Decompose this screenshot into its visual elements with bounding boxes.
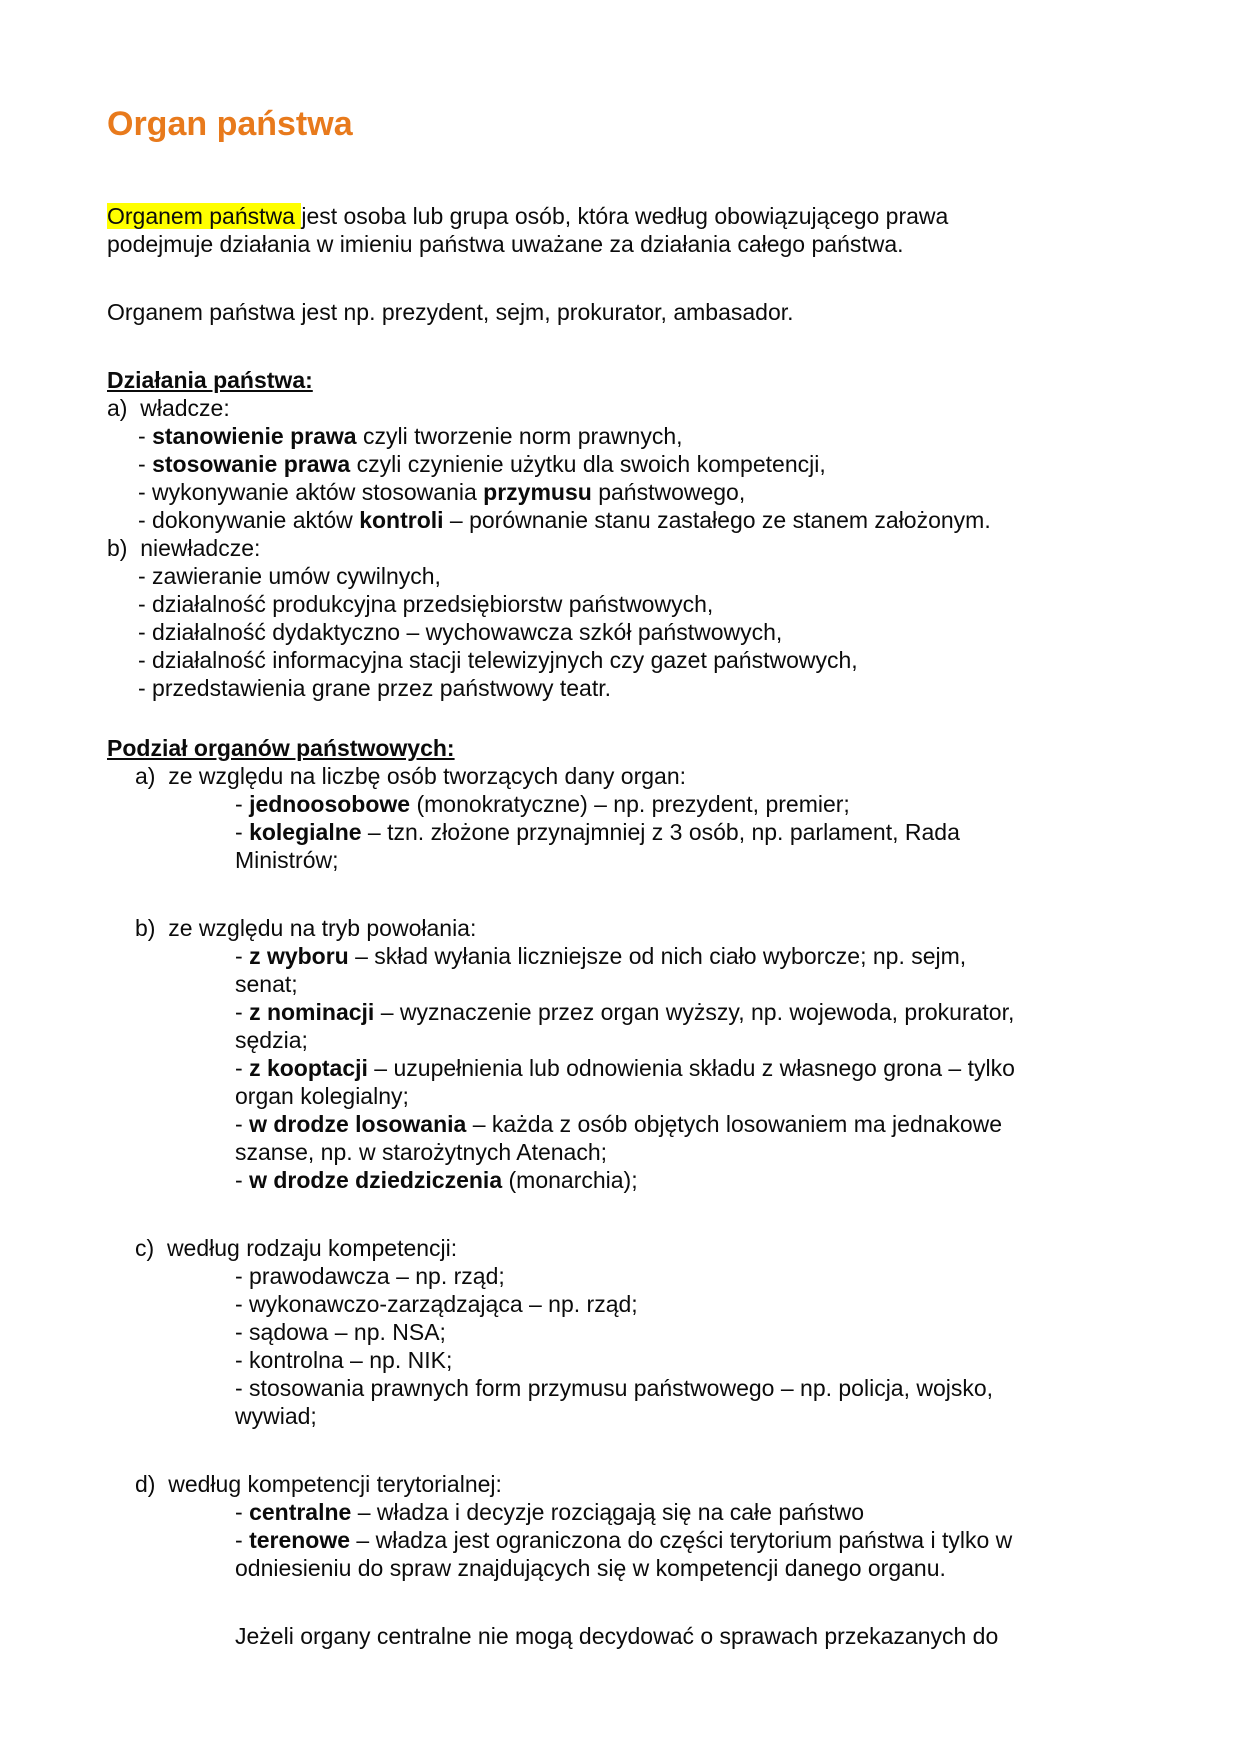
text-segment: -	[235, 943, 250, 969]
list-dzialania-wladcze-niewladcze	[107, 394, 1150, 702]
text-line	[107, 1470, 1150, 1498]
text-segment: wywiad;	[235, 1403, 317, 1429]
text-line	[107, 762, 1150, 790]
text-segment: szanse, np. w starożytnych Atenach;	[235, 1139, 608, 1165]
text-line	[107, 1526, 1150, 1554]
text-line	[107, 1622, 1150, 1650]
text-segment: d) według kompetencji terytorialnej:	[135, 1471, 502, 1497]
text-segment: państwowego,	[591, 479, 746, 505]
text-line	[107, 1290, 1150, 1318]
text-line	[107, 1082, 1150, 1110]
text-segment: -	[235, 1499, 250, 1525]
text-line	[107, 818, 1150, 846]
text-line	[107, 846, 1150, 874]
text-segment: -	[138, 423, 153, 449]
text-segment: - stosowania prawnych form przymusu państwowego – np. policja, wojsko,	[235, 1375, 994, 1401]
bold-text: z wyboru	[249, 943, 349, 969]
bold-text: w drodze losowania	[249, 1111, 467, 1137]
text-line	[107, 734, 1150, 762]
text-segment: -	[235, 1527, 250, 1553]
text-line	[107, 1346, 1150, 1374]
text-segment: - wykonywanie aktów stosowania	[138, 479, 484, 505]
text-line	[107, 1138, 1150, 1166]
text-line	[107, 478, 1150, 506]
text-segment: – wyznaczenie przez organ wyższy, np. wojewoda, prokurator,	[374, 999, 1015, 1025]
text-segment: a) władcze:	[107, 395, 230, 421]
text-segment: a) ze względu na liczbę osób tworzących dany organ:	[135, 763, 687, 789]
podzial-group-d-kompetencja-terytorialna	[107, 1470, 1150, 1582]
text-segment: – władza jest ograniczona do części terytorium państwa i tylko w	[350, 1527, 1013, 1553]
text-line	[107, 1234, 1150, 1262]
text-line	[107, 646, 1150, 674]
text-segment: -	[235, 1111, 250, 1137]
text-line	[107, 1402, 1150, 1430]
text-segment: organ kolegialny;	[235, 1083, 409, 1109]
text-segment: senat;	[235, 971, 298, 997]
text-segment: – skład wyłania liczniejsze od nich ciało wyborcze; np. sejm,	[348, 943, 967, 969]
text-line	[107, 998, 1150, 1026]
text-line	[107, 562, 1150, 590]
text-segment: jest osoba lub grupa osób, która według obowiązującego prawa	[301, 203, 949, 229]
section-heading-text: Podział organów państwowych:	[107, 735, 455, 761]
text-line	[107, 790, 1150, 818]
text-line	[107, 1166, 1150, 1194]
text-segment: -	[235, 819, 250, 845]
bold-text: kolegialne	[249, 819, 362, 845]
text-segment: Organem państwa jest np. prezydent, sejm, prokurator, ambasador.	[107, 299, 794, 325]
text-line	[107, 1374, 1150, 1402]
text-segment: czyli tworzenie norm prawnych,	[356, 423, 683, 449]
text-line	[107, 202, 1150, 230]
section-heading-text: Działania państwa:	[107, 367, 313, 393]
text-line	[107, 942, 1150, 970]
text-line	[107, 1554, 1150, 1582]
text-segment: – uzupełnienia lub odnowienia składu z własnego grona – tylko	[367, 1055, 1015, 1081]
text-line	[107, 1054, 1150, 1082]
bold-text: stosowanie prawa	[152, 451, 351, 477]
text-line	[107, 450, 1150, 478]
text-segment: sędzia;	[235, 1027, 308, 1053]
text-segment: - kontrolna – np. NIK;	[235, 1347, 453, 1373]
text-segment: Ministrów;	[235, 847, 339, 873]
text-line	[107, 914, 1150, 942]
section-heading-dzialania-panstwa	[107, 366, 1150, 394]
text-segment: podejmuje działania w imieniu państwa uważane za działania całego państwa.	[107, 231, 904, 257]
text-line	[107, 298, 1150, 326]
text-segment: – władza i decyzje rozciągają się na całe państwo	[351, 1499, 864, 1525]
text-line	[107, 590, 1150, 618]
text-segment: czyli czynienie użytku dla swoich kompetencji,	[350, 451, 826, 477]
bold-text: jednoosobowe	[249, 791, 411, 817]
text-line	[107, 506, 1150, 534]
text-segment: -	[235, 999, 250, 1025]
bold-text: z nominacji	[249, 999, 375, 1025]
bold-text: w drodze dziedziczenia	[249, 1167, 503, 1193]
text-segment: -	[235, 1055, 250, 1081]
text-segment: - działalność produkcyjna przedsiębiorstw państwowych,	[138, 591, 714, 617]
text-segment: b) ze względu na tryb powołania:	[135, 915, 477, 941]
text-line	[107, 1498, 1150, 1526]
text-segment: -	[235, 1167, 250, 1193]
text-segment: (monarchia);	[502, 1167, 638, 1193]
podzial-group-a-liczba-osob	[107, 762, 1150, 874]
text-segment: -	[138, 451, 153, 477]
definition-paragraph	[107, 202, 1150, 258]
closing-paragraph	[107, 1622, 1150, 1650]
text-line	[107, 534, 1150, 562]
text-line	[107, 1262, 1150, 1290]
bold-text: terenowe	[249, 1527, 351, 1553]
highlighted-text: Organem państwa	[107, 203, 302, 229]
text-line	[107, 366, 1150, 394]
text-segment: - dokonywanie aktów	[138, 507, 360, 533]
text-line	[107, 1318, 1150, 1346]
text-segment: - zawieranie umów cywilnych,	[138, 563, 441, 589]
text-segment: – porównanie stanu zastałego ze stanem założonym.	[443, 507, 991, 533]
bold-text: centralne	[249, 1499, 352, 1525]
text-segment: - prawodawcza – np. rząd;	[235, 1263, 505, 1289]
text-line	[107, 1026, 1150, 1054]
podzial-group-b-tryb-powolania	[107, 914, 1150, 1194]
text-segment: Jeżeli organy centralne nie mogą decydować o sprawach przekazanych do	[235, 1623, 999, 1649]
text-segment: - wykonawczo-zarządzająca – np. rząd;	[235, 1291, 638, 1317]
section-heading-podzial-organow	[107, 734, 1150, 762]
document-body	[107, 202, 1150, 1650]
text-segment: (monokratyczne) – np. prezydent, premier;	[410, 791, 850, 817]
podzial-group-c-rodzaj-kompetencji	[107, 1234, 1150, 1430]
text-segment: - działalność informacyjna stacji telewizyjnych czy gazet państwowych,	[138, 647, 858, 673]
text-line	[107, 674, 1150, 702]
document-title: Organ państwa	[107, 105, 353, 143]
text-segment: - sądowa – np. NSA;	[235, 1319, 446, 1345]
text-line	[107, 1110, 1150, 1138]
text-segment: – każda z osób objętych losowaniem ma jednakowe	[466, 1111, 1003, 1137]
text-segment: - działalność dydaktyczno – wychowawcza szkół państwowych,	[138, 619, 783, 645]
text-line	[107, 422, 1150, 450]
text-line	[107, 970, 1150, 998]
bold-text: z kooptacji	[249, 1055, 368, 1081]
text-line	[107, 394, 1150, 422]
text-segment: odniesieniu do spraw znajdujących się w kompetencji danego organu.	[235, 1555, 946, 1581]
examples-paragraph	[107, 298, 1150, 326]
text-segment: c) według rodzaju kompetencji:	[135, 1235, 458, 1261]
bold-text: przymusu	[483, 479, 592, 505]
text-line	[107, 618, 1150, 646]
text-segment: b) niewładcze:	[107, 535, 261, 561]
text-segment: – tzn. złożone przynajmniej z 3 osób, np. parlament, Rada	[361, 819, 960, 845]
bold-text: kontroli	[359, 507, 444, 533]
bold-text: stanowienie prawa	[152, 423, 357, 449]
text-line	[107, 230, 1150, 258]
text-segment: -	[235, 791, 250, 817]
text-segment: - przedstawienia grane przez państwowy teatr.	[138, 675, 612, 701]
